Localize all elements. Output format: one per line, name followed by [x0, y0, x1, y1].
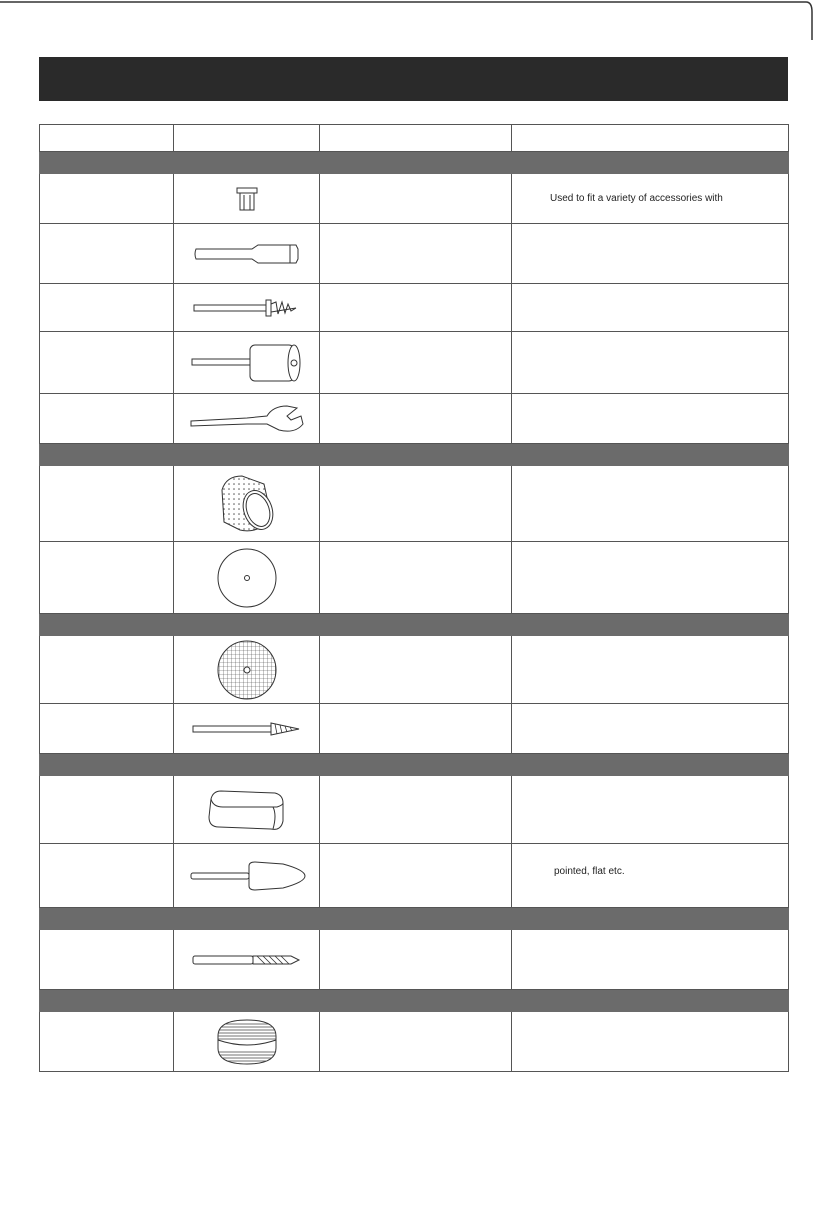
- header-cell-image: [174, 125, 320, 152]
- polishing-disc-icon: [215, 546, 279, 610]
- description-text: Used to fit a variety of accessories with: [550, 193, 723, 204]
- header-cell-description: [512, 125, 789, 152]
- header-cell-use: [320, 125, 512, 152]
- collet-icon: [232, 185, 262, 213]
- title-bar: [39, 57, 788, 101]
- polishing-wheel-icon: [212, 1016, 282, 1068]
- description-cell: [512, 174, 789, 224]
- description-text: pointed, flat etc.: [554, 866, 625, 877]
- section-band: [40, 444, 789, 466]
- conical-bit-icon: [191, 719, 303, 739]
- table-row: [40, 636, 789, 704]
- table-row: [40, 174, 789, 224]
- image-cell: [174, 174, 320, 224]
- grinding-stone-icon: [187, 858, 307, 894]
- table-row: [40, 284, 789, 332]
- use-cell: [320, 174, 512, 224]
- drill-bit-icon: [191, 950, 303, 970]
- table-row: [40, 1012, 789, 1072]
- header-cell-name: [40, 125, 174, 152]
- section-band: [40, 908, 789, 930]
- table-row: [40, 844, 789, 908]
- cutting-disc-icon: [215, 638, 279, 702]
- section-band: [40, 614, 789, 636]
- section-band: [40, 152, 789, 174]
- table-row: [40, 704, 789, 754]
- name-cell: [40, 174, 174, 224]
- table-row: [40, 394, 789, 444]
- polishing-block-icon: [205, 785, 289, 835]
- sanding-band-icon: [212, 472, 282, 536]
- fold-mark-line: [0, 0, 828, 40]
- table-row: [40, 542, 789, 614]
- screw-mandrel-icon: [192, 296, 302, 320]
- table-row: [40, 776, 789, 844]
- table-header-row: [40, 125, 789, 152]
- drum-mandrel-icon: [190, 341, 304, 385]
- table-row: [40, 930, 789, 990]
- accessory-table: [39, 124, 789, 1072]
- mandrel-shaft-icon: [192, 242, 302, 266]
- table-row: [40, 466, 789, 542]
- section-band: [40, 754, 789, 776]
- wrench-icon: [187, 402, 307, 436]
- table-row: [40, 332, 789, 394]
- table-row: [40, 224, 789, 284]
- section-band: [40, 990, 789, 1012]
